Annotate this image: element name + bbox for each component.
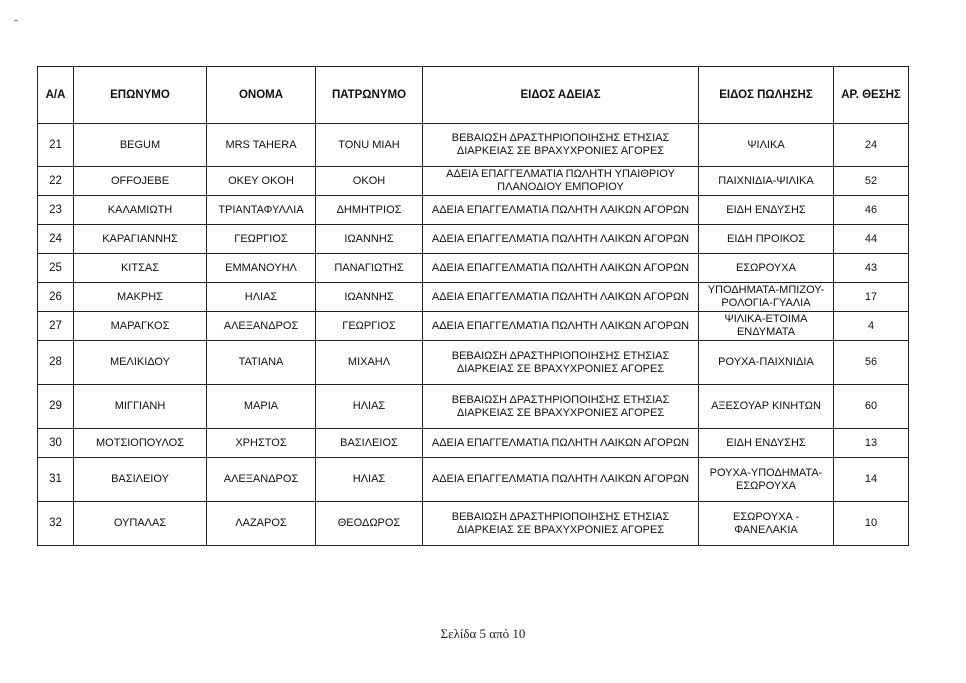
- cell-patronymo: ΓΕΩΡΓΙΟΣ: [316, 312, 423, 341]
- cell-onoma: ΗΛΙΑΣ: [207, 283, 316, 312]
- cell-polisi: ΨΙΛΙΚΑ-ΕΤΟΙΜΑ ΕΝΔΥΜΑΤΑ: [699, 312, 834, 341]
- cell-aa: 31: [38, 458, 74, 502]
- cell-thesi: 46: [834, 196, 909, 225]
- cell-eponymo: ΚΙΤΣΑΣ: [74, 254, 207, 283]
- cell-polisi: ΥΠΟΔΗΜΑΤΑ-ΜΠΙΖΟΥ-ΡΟΛΟΓΙΑ-ΓΥΑΛΙΑ: [699, 283, 834, 312]
- cell-patronymo: ΔΗΜΗΤΡΙΟΣ: [316, 196, 423, 225]
- cell-thesi: 17: [834, 283, 909, 312]
- cell-onoma: ΓΕΩΡΓΙΟΣ: [207, 225, 316, 254]
- cell-adeia: ΑΔΕΙΑ ΕΠΑΓΓΕΛΜΑΤΙΑ ΠΩΛΗΤΗ ΥΠΑΙΘΡΙΟΥ ΠΛΑΝΟΔΙΟΥ ΕΜΠΟΡΙΟΥ: [423, 167, 699, 196]
- vendor-license-table: [37, 66, 909, 546]
- cell-onoma: ΕΜΜΑΝΟΥΗΛ: [207, 254, 316, 283]
- table-row: [38, 254, 909, 283]
- header-eidos-adeias: ΕΙΔΟΣ ΑΔΕΙΑΣ: [423, 67, 699, 124]
- cell-polisi: ΕΙΔΗ ΕΝΔΥΣΗΣ: [699, 196, 834, 225]
- cell-aa: 23: [38, 196, 74, 225]
- cell-aa: 29: [38, 385, 74, 429]
- cell-onoma: OKEY OKOH: [207, 167, 316, 196]
- cell-patronymo: ΜΙΧΑΗΛ: [316, 341, 423, 385]
- cell-aa: 25: [38, 254, 74, 283]
- header-eponymo: ΕΠΩΝΥΜΟ: [74, 67, 207, 124]
- header-eidos-poliseis: ΕΙΔΟΣ ΠΩΛΗΣΗΣ: [699, 67, 834, 124]
- table-row: [38, 458, 909, 502]
- cell-patronymo: OKOH: [316, 167, 423, 196]
- cell-adeia: ΑΔΕΙΑ ΕΠΑΓΓΕΛΜΑΤΙΑ ΠΩΛΗΤΗ ΛΑΙΚΩΝ ΑΓΟΡΩΝ: [423, 283, 699, 312]
- table-row: [38, 167, 909, 196]
- cell-thesi: 56: [834, 341, 909, 385]
- cell-patronymo: ΗΛΙΑΣ: [316, 385, 423, 429]
- cell-polisi: ΠΑΙΧΝΙΔΙΑ-ΨΙΛΙΚΑ: [699, 167, 834, 196]
- page-number: Σελίδα 5 από 10: [440, 626, 526, 641]
- cell-aa: 28: [38, 341, 74, 385]
- cell-thesi: 44: [834, 225, 909, 254]
- cell-eponymo: ΜΟΤΣΙΟΠΟΥΛΟΣ: [74, 429, 207, 458]
- cell-thesi: 43: [834, 254, 909, 283]
- cell-thesi: 10: [834, 502, 909, 546]
- cell-eponymo: OFFOJEBE: [74, 167, 207, 196]
- cell-eponymo: ΜΑΡΑΓΚΟΣ: [74, 312, 207, 341]
- cell-onoma: ΛΑΖΑΡΟΣ: [207, 502, 316, 546]
- cell-adeia: ΒΕΒΑΙΩΣΗ ΔΡΑΣΤΗΡΙΟΠΟΙΗΣΗΣ ΕΤΗΣΙΑΣ ΔΙΑΡΚΕΙΑΣ ΣΕ ΒΡΑΧΥΧΡΟΝΙΕΣ ΑΓΟΡΕΣ: [423, 124, 699, 167]
- cell-adeia: ΑΔΕΙΑ ΕΠΑΓΓΕΛΜΑΤΙΑ ΠΩΛΗΤΗ ΛΑΙΚΩΝ ΑΓΟΡΩΝ: [423, 312, 699, 341]
- cell-patronymo: ΒΑΣΙΛΕΙΟΣ: [316, 429, 423, 458]
- cell-onoma: ΜΑΡΙΑ: [207, 385, 316, 429]
- cell-aa: 30: [38, 429, 74, 458]
- cell-adeia: ΑΔΕΙΑ ΕΠΑΓΓΕΛΜΑΤΙΑ ΠΩΛΗΤΗ ΛΑΙΚΩΝ ΑΓΟΡΩΝ: [423, 225, 699, 254]
- cell-polisi: ΨΙΛΙΚΑ: [699, 124, 834, 167]
- table-row: [38, 502, 909, 546]
- cell-eponymo: ΜΙΓΓΙΑΝΗ: [74, 385, 207, 429]
- cell-onoma: ΧΡΗΣΤΟΣ: [207, 429, 316, 458]
- cell-polisi: ΑΞΕΣΟΥΑΡ ΚΙΝΗΤΩΝ: [699, 385, 834, 429]
- cell-thesi: 4: [834, 312, 909, 341]
- cell-onoma: ΤΑΤΙΑΝΑ: [207, 341, 316, 385]
- table-row: [38, 196, 909, 225]
- cell-adeia: ΑΔΕΙΑ ΕΠΑΓΓΕΛΜΑΤΙΑ ΠΩΛΗΤΗ ΛΑΙΚΩΝ ΑΓΟΡΩΝ: [423, 429, 699, 458]
- cell-patronymo: ΙΩΑΝΝΗΣ: [316, 283, 423, 312]
- cell-thesi: 14: [834, 458, 909, 502]
- cell-eponymo: BEGUM: [74, 124, 207, 167]
- cell-onoma: ΑΛΕΞΑΝΔΡΟΣ: [207, 458, 316, 502]
- cell-polisi: ΕΙΔΗ ΕΝΔΥΣΗΣ: [699, 429, 834, 458]
- table-row: [38, 429, 909, 458]
- cell-thesi: 13: [834, 429, 909, 458]
- table-row: [38, 312, 909, 341]
- table-row: [38, 225, 909, 254]
- cell-onoma: ΤΡΙΑΝΤΑΦΥΛΛΙΑ: [207, 196, 316, 225]
- cell-polisi: ΕΣΩΡΟΥΧΑ: [699, 254, 834, 283]
- cell-aa: 27: [38, 312, 74, 341]
- cell-polisi: ΕΙΔΗ ΠΡΟΙΚΟΣ: [699, 225, 834, 254]
- header-onoma: ΟΝΟΜΑ: [207, 67, 316, 124]
- cell-patronymo: ΗΛΙΑΣ: [316, 458, 423, 502]
- cell-aa: 26: [38, 283, 74, 312]
- cell-adeia: ΒΕΒΑΙΩΣΗ ΔΡΑΣΤΗΡΙΟΠΟΙΗΣΗΣ ΕΤΗΣΙΑΣ ΔΙΑΡΚΕΙΑΣ ΣΕ ΒΡΑΧΥΧΡΟΝΙΕΣ ΑΓΟΡΕΣ: [423, 341, 699, 385]
- table-row: [38, 385, 909, 429]
- cell-polisi: ΕΣΩΡΟΥΧΑ - ΦΑΝΕΛΑΚΙΑ: [699, 502, 834, 546]
- header-ar-theseis: ΑΡ. ΘΕΣΗΣ: [834, 67, 909, 124]
- cell-eponymo: ΒΑΣΙΛΕΙΟΥ: [74, 458, 207, 502]
- cell-aa: 24: [38, 225, 74, 254]
- cell-polisi: ΡΟΥΧΑ-ΥΠΟΔΗΜΑΤΑ-ΕΣΩΡΟΥΧΑ: [699, 458, 834, 502]
- cell-adeia: ΒΕΒΑΙΩΣΗ ΔΡΑΣΤΗΡΙΟΠΟΙΗΣΗΣ ΕΤΗΣΙΑΣ ΔΙΑΡΚΕΙΑΣ ΣΕ ΒΡΑΧΥΧΡΟΝΙΕΣ ΑΓΟΡΕΣ: [423, 385, 699, 429]
- cell-thesi: 24: [834, 124, 909, 167]
- cell-eponymo: ΜΕΛΙΚΙΔΟΥ: [74, 341, 207, 385]
- cell-aa: 21: [38, 124, 74, 167]
- cell-onoma: ΑΛΕΞΑΝΔΡΟΣ: [207, 312, 316, 341]
- header-patronymo: ΠΑΤΡΩΝΥΜΟ: [316, 67, 423, 124]
- cell-thesi: 60: [834, 385, 909, 429]
- cell-eponymo: ΚΑΡΑΓΙΑΝΝΗΣ: [74, 225, 207, 254]
- cell-patronymo: ΙΩΑΝΝΗΣ: [316, 225, 423, 254]
- table-row: [38, 283, 909, 312]
- cell-adeia: ΒΕΒΑΙΩΣΗ ΔΡΑΣΤΗΡΙΟΠΟΙΗΣΗΣ ΕΤΗΣΙΑΣ ΔΙΑΡΚΕΙΑΣ ΣΕ ΒΡΑΧΥΧΡΟΝΙΕΣ ΑΓΟΡΕΣ: [423, 502, 699, 546]
- cell-thesi: 52: [834, 167, 909, 196]
- cell-adeia: ΑΔΕΙΑ ΕΠΑΓΓΕΛΜΑΤΙΑ ΠΩΛΗΤΗ ΛΑΙΚΩΝ ΑΓΟΡΩΝ: [423, 196, 699, 225]
- table-header-row: [38, 67, 909, 124]
- cell-patronymo: ΠΑΝΑΓΙΩΤΗΣ: [316, 254, 423, 283]
- cell-eponymo: ΜΑΚΡΗΣ: [74, 283, 207, 312]
- cell-adeia: ΑΔΕΙΑ ΕΠΑΓΓΕΛΜΑΤΙΑ ΠΩΛΗΤΗ ΛΑΙΚΩΝ ΑΓΟΡΩΝ: [423, 254, 699, 283]
- cell-patronymo: ΘΕΟΔΩΡΟΣ: [316, 502, 423, 546]
- cell-polisi: ΡΟΥΧΑ-ΠΑΙΧΝΙΔΙΑ: [699, 341, 834, 385]
- cell-adeia: ΑΔΕΙΑ ΕΠΑΓΓΕΛΜΑΤΙΑ ΠΩΛΗΤΗ ΛΑΙΚΩΝ ΑΓΟΡΩΝ: [423, 458, 699, 502]
- cell-onoma: MRS TAHERA: [207, 124, 316, 167]
- cell-aa: 22: [38, 167, 74, 196]
- table-row: [38, 124, 909, 167]
- cell-eponymo: ΟΥΠΑΛΑΣ: [74, 502, 207, 546]
- cell-aa: 32: [38, 502, 74, 546]
- table-row: [38, 341, 909, 385]
- header-aa: Α/Α: [38, 67, 74, 124]
- cell-patronymo: TONU MIAH: [316, 124, 423, 167]
- cell-eponymo: ΚΑΛΑΜΙΩΤΗ: [74, 196, 207, 225]
- scan-mark: [14, 20, 18, 21]
